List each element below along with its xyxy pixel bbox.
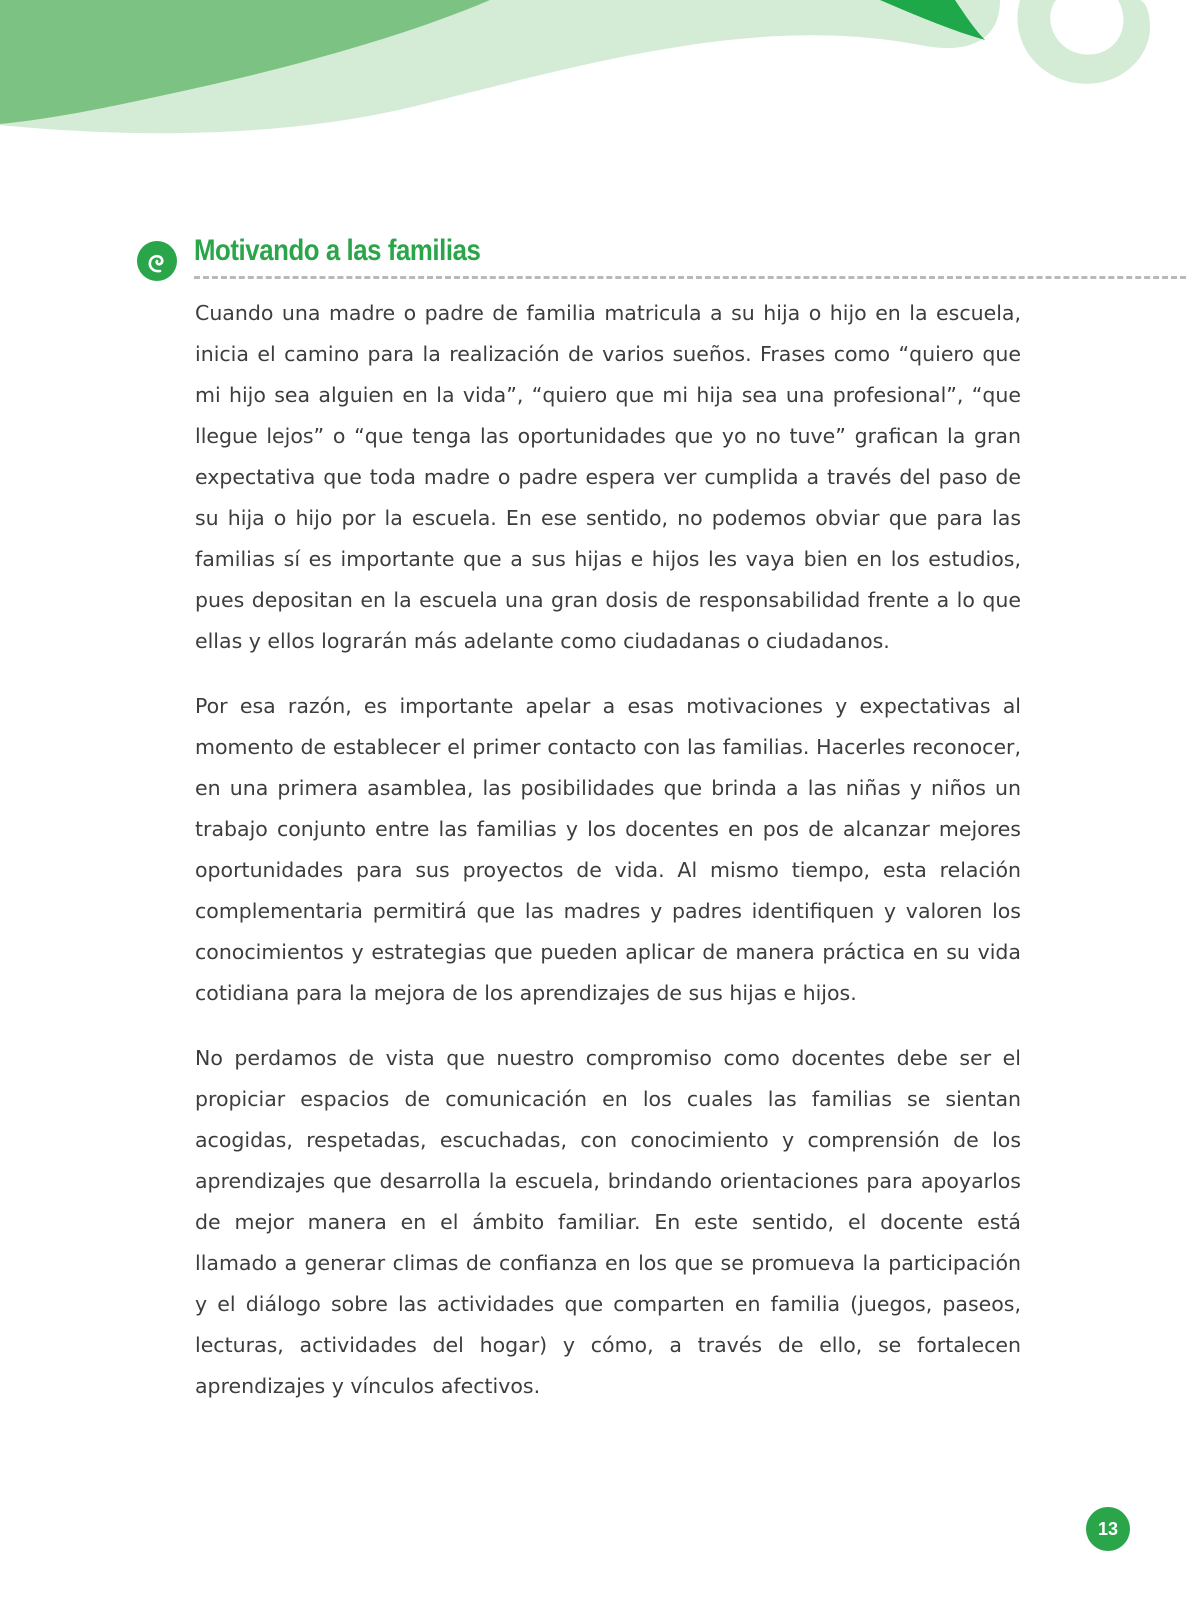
dashed-divider bbox=[194, 276, 1186, 279]
body-text bbox=[195, 293, 1021, 1431]
paragraph-2: Por esa razón, es importante apelar a esas motivaciones y expectativas al momento de establecer el primer contacto con las familias. Hacerles reconocer, en una primera asamblea, las posibilidades que brinda a las niñas y niños un trabajo conjunto entre las familias y los docentes en pos de alcanzar mejores oportunidades para sus proyectos de vida. Al mismo tiempo, esta relación complementaria permitirá que las madres y padres identifiquen y valoren los conocimientos y estrategias que pueden aplicar de manera práctica en su vida cotidiana para la mejora de los aprendizajes de sus hijas e hijos. bbox=[195, 694, 1021, 1005]
section-title: Motivando a las familias bbox=[194, 234, 481, 267]
paragraph-3: No perdamos de vista que nuestro compromiso como docentes debe ser el propiciar espacios de comunicación en los cuales las familias se sientan acogidas, respetadas, escuchadas, con conocimiento y comprensión de los aprendizajes que desarrolla la escuela, brindando orientaciones para apoyarlos de mejor manera en el ámbito familiar. En este sentido, el docente está llamado a generar climas de confianza en los que se promueva la participación y el diálogo sobre las actividades que comparten en familia (juegos, paseos, lecturas, actividades del hogar) y cómo, a través de ello, se fortalecen aprendizajes y vínculos afectivos. bbox=[195, 1046, 1021, 1398]
header-wave-decoration bbox=[0, 0, 1193, 180]
header-swirl-icon bbox=[1017, 0, 1150, 84]
page-number-badge: 13 bbox=[1086, 1507, 1130, 1551]
swirl-bullet-icon bbox=[136, 240, 178, 282]
section-heading bbox=[136, 234, 1186, 284]
paragraph-1: Cuando una madre o padre de familia matricula a su hija o hijo en la escuela, inicia el camino para la realización de varios sueños. Frases como “quiero que mi hijo sea alguien en la vida”, “quiero que mi hija sea una profesional”, “que llegue lejos” o “que tenga las oportunidades que yo no tuve” grafican la gran expectativa que toda madre o padre espera ver cumplida a través del paso de su hija o hijo por la escuela. En ese sentido, no podemos obviar que para las familias sí es importante que a sus hijas e hijos les vaya bien en los estudios, pues depositan en la escuela una gran dosis de responsabilidad frente a lo que ellas y ellos lograrán más adelante como ciudadanas o ciudadanos. bbox=[195, 301, 1021, 653]
